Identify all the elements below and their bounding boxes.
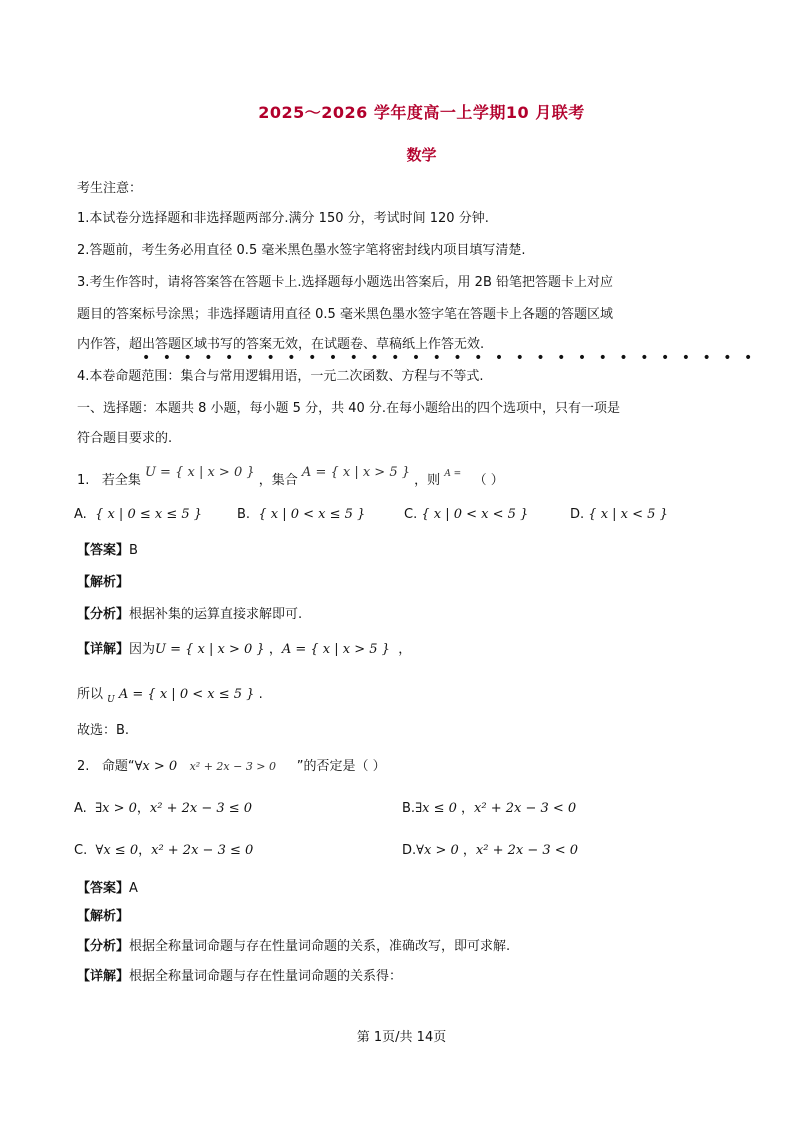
q1-so-expr: A = { x | 0 < x ≤ 5 }	[118, 687, 255, 702]
q1-option-a-text: { x | 0 ≤ x ≤ 5 }	[95, 507, 203, 522]
q1-stem-a: 若全集	[101, 473, 141, 488]
q1-number: 1.	[77, 473, 90, 488]
q2-option-b-label: B.	[402, 801, 416, 816]
q2-option-c-sep: ，	[138, 843, 152, 858]
q1-option-d-label: D.	[570, 507, 585, 522]
q2-stem	[77, 758, 386, 776]
q1-paren: （ ）	[473, 473, 504, 488]
q1-fenxi	[77, 606, 302, 624]
notice-item-3-cont: 题目的答案标号涂黑；非选择题请用直径 0.5 毫米黑色墨水签字笔在答题卡上各题的答题区域	[77, 307, 613, 322]
notice-item-4: 4.本卷命题范围：集合与常用逻辑用语，一元二次函数、方程与不等式.	[77, 369, 484, 384]
q2-option-c-expr: x² + 2x − 3 ≤ 0	[151, 843, 254, 858]
q1-set-a: A = { x | x > 5 }	[301, 465, 411, 480]
q2-option-a-sep: ，	[136, 801, 150, 816]
q1-so	[77, 686, 263, 705]
emphasis-dots: ••••••••••••••••••••••••••••••	[142, 350, 765, 366]
q1-option-c-label: C.	[404, 507, 418, 522]
q1-detail-a: A = { x | x > 5 }	[281, 642, 390, 657]
q2-option-a-label: A.	[74, 801, 87, 816]
q2-answer-value: A	[129, 881, 138, 896]
q2-option-a	[74, 800, 252, 818]
q1-stem-c: ，则	[414, 473, 441, 488]
q1-option-c-text: { x | 0 < x < 5 }	[421, 507, 529, 522]
q2-detail-tag: 【详解】	[77, 969, 130, 984]
q2-expression: x² + 2x − 3 > 0	[189, 760, 277, 773]
q1-detail	[77, 641, 411, 659]
q2-option-b	[402, 800, 576, 818]
q2-option-d-label: D.	[402, 843, 417, 858]
notice-heading: 考生注意：	[77, 181, 143, 196]
q2-detail-text: 根据全称量词命题与存在性量词命题的关系得：	[129, 969, 403, 984]
q1-option-b-text: { x | 0 < x ≤ 5 }	[258, 507, 366, 522]
section-heading-line2: 符合题目要求的.	[77, 431, 173, 446]
q2-analysis-tag: 【解析】	[77, 909, 130, 924]
q1-detail-end: ，	[398, 642, 412, 657]
notice-item-3-end: 内作答，超出答题区域书写的答案无效，在试题卷、草稿纸上作答无效.	[77, 337, 485, 352]
q1-option-d	[570, 506, 668, 524]
q2-number: 2.	[77, 759, 90, 774]
q1-option-b-label: B.	[237, 507, 251, 522]
q2-detail	[77, 968, 402, 986]
q2-option-d	[402, 842, 578, 860]
section-heading-line1: 一、选择题：本题共 8 小题，每小题 5 分，共 40 分.在每小题给出的四个选项中，只有一项是	[77, 401, 621, 416]
q1-so-sub: U	[107, 695, 115, 705]
q2-option-b-expr: x² + 2x − 3 < 0	[474, 801, 577, 816]
q1-fenxi-tag: 【分析】	[77, 607, 130, 622]
q2-option-b-quant: ∃x ≤ 0	[415, 801, 457, 816]
q1-answer	[77, 542, 138, 560]
q1-so-end: .	[258, 687, 263, 702]
q2-option-d-quant: ∀x > 0	[416, 843, 459, 858]
q2-answer	[77, 880, 138, 898]
q1-complement: A =	[444, 469, 462, 479]
exam-title: 2025～2026 学年度高一上学期10 月联考	[258, 103, 585, 122]
q2-quantifier: ∀x > 0	[134, 759, 178, 774]
q1-option-b	[237, 506, 365, 524]
q2-option-d-expr: x² + 2x − 3 < 0	[475, 843, 579, 858]
q1-fenxi-text: 根据补集的运算直接求解即可.	[129, 607, 303, 622]
notice-item-3: 3.考生作答时，请将答案答在答题卡上.选择题每小题选出答案后，用 2B 铅笔把答题卡上对应	[77, 275, 613, 290]
q2-option-a-quant: ∃x > 0	[95, 801, 137, 816]
q2-fenxi-tag: 【分析】	[77, 939, 130, 954]
q1-so-text: 所以	[77, 687, 104, 702]
q1-answer-tag: 【答案】	[77, 543, 130, 558]
q2-fenxi	[77, 938, 510, 956]
q2-option-b-sep: ，	[461, 801, 475, 816]
q2-option-c	[74, 842, 253, 860]
notice-item-2: 2.答题前，考生务必用直径 0.5 毫米黑色墨水签字笔将密封线内项目填写清楚.	[77, 243, 526, 258]
q1-analysis-tag: 【解析】	[77, 575, 130, 590]
q1-universal-set: U = { x | x > 0 }	[144, 465, 255, 480]
q1-option-a-label: A.	[74, 507, 87, 522]
q1-detail-sep: ，	[268, 642, 282, 657]
q2-answer-tag: 【答案】	[77, 881, 130, 896]
q1-choose: 故选：B.	[77, 723, 130, 738]
q1-stem-b: ，集合	[258, 473, 298, 488]
q1-answer-value: B	[129, 543, 138, 558]
exam-subject: 数学	[406, 146, 437, 164]
q1-option-a	[74, 506, 202, 524]
q2-stem-a: 命题“	[101, 759, 135, 774]
q2-stem-b: ”的否定是（ ）	[296, 759, 386, 774]
q1-detail-u: U = { x | x > 0 }	[155, 642, 265, 657]
q1-stem	[77, 465, 504, 491]
page-footer: 第 1页/共 14页	[356, 1030, 447, 1045]
q1-detail-tag: 【详解】	[77, 642, 130, 657]
notice-item-1: 1.本试卷分选择题和非选择题两部分.满分 150 分，考试时间 120 分钟.	[77, 211, 489, 226]
q2-option-a-expr: x² + 2x − 3 ≤ 0	[149, 801, 253, 816]
q2-option-d-sep: ，	[462, 843, 476, 858]
q2-fenxi-text: 根据全称量词命题与存在性量词命题的关系，准确改写，即可求解.	[129, 939, 511, 954]
q1-option-d-text: { x | x < 5 }	[588, 507, 668, 522]
q2-option-c-quant: ∀x ≤ 0	[95, 843, 139, 858]
q1-option-c	[404, 506, 528, 524]
q1-detail-text: 因为	[129, 642, 156, 657]
q2-option-c-label: C.	[74, 843, 88, 858]
